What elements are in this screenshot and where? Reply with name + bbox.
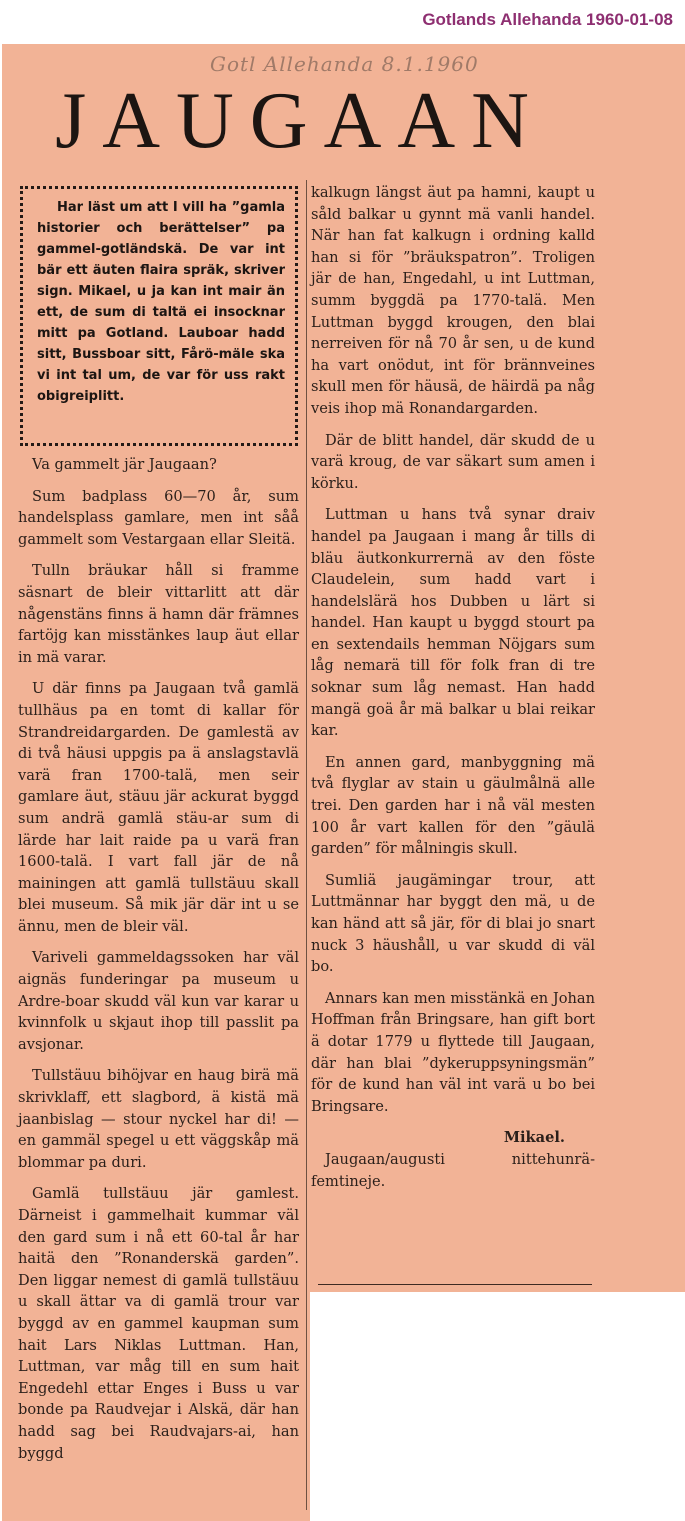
paragraph: Variveli gammeldagssoken har väl aignäs funderingar pa museum u Ardre-boar skudd väl kun var karar u kvinnfolk u skjaut ihop till passlit pa avsjonar. xyxy=(18,949,299,1053)
intro-text: Har läst um att I vill ha ”gamla historier och berättelser” pa gammel-gotländskä. De var int bär ett äuten flaira spräk, skriver sign. Mikael, u ja kan int mair än ett, de sum di taltä ei insocknar mitt pa Gotland. Lauboar hadd sitt, Bussboar sitt, Fårö-mäle ska vi int tal um, de var för uss rakt obigreiplitt. xyxy=(37,200,285,404)
end-rule xyxy=(318,1284,592,1285)
source-label: Gotlands Allehanda 1960-01-08 xyxy=(422,10,673,29)
column-divider xyxy=(306,180,307,1510)
paragraph: kalkugn längst äut pa hamni, kaupt u såld balkar u gynnt mä vanli handel. När han fat kalkugn i ordning kalld han si för ”bräukspatron”. Troligen jär de han, Engedahl, u int Luttman, summ byggdä pa 1770-talä. Men Luttman byggd krougen, den blai nerreiven för nå 70 år sen, u de kund ha vart onödut, int för brännveines skull men för häusä, de häirdä pa någ veis ihop mä Ronandargarden. xyxy=(311,184,595,417)
intro-box xyxy=(20,186,298,446)
paragraph: Tullstäuu bihöjvar en haug birä mä skrivklaff, ett slagbord, ä kistä mä jaanbislag — stour nyckel har di! — en gammäl spegel u ett väggskåp mä blommar pa duri. xyxy=(18,1067,299,1171)
paragraph: Gamlä tullstäuu jär gamlest. Därneist i gammelhait kummar väl den gard sum i nå ett 60-tal år har haitä den ”Ronanderskä garden”. Den liggar nemest di gamlä tullstäuu u skall ättar va di gamlä trour var byggd av en gammel kaupman sum hait Lars Niklas Luttman. Han, Luttman, var måg till en sum hait Engedehl ettar Enges i Buss u var bonde pa Raudvejar i Alskä, där han hadd sag bei Raudvajars-ai, han byggd xyxy=(18,1185,299,1462)
handwritten-note: Gotl Allehanda 8.1.1960 xyxy=(210,52,479,76)
paragraph: Annars kan men misstänkä en Johan Hoffman från Bringsare, han gift bort ä dotar 1779 u flyttede till Jaugaan, där han blai ”dykeruppsyningsmän” för de kund han väl int varä u bo bei Bringsare. xyxy=(311,989,595,1115)
paragraph: U där finns pa Jaugaan två gamlä tullhäus pa en tomt di kallar för Strandreidargarden. De gamlestä av di två häusi uppgis pa ä anslagstavlä varä fran 1700-talä, men seir gamlare äut, stäuu jär ackurat byggd sum andrä gamlä stäu-ar sum di lärde har lait raide pa u varä fran 1600-talä. I vart fall jär de nå mainingen att gamlä tullstäuu skall blei museum. Så mik jär där int u se ännu, men de bleir väl. xyxy=(18,680,299,935)
paragraph: Luttman u hans två synar draiv handel pa Jaugaan i mang år tills di bläu äutkonkurrernä av den föste Claudelein, sum hadd vart i handelslärä hos Dubben u lärt si handel. Han kaupt u byggd stourt pa en sextendails hemman Nöjgars sum låg nemarä till för folk fran di tre soknar sum låg nemast. Han hadd mangä goä år mä balkar u blai reikar kar. xyxy=(311,506,595,740)
paragraph: Sum badplass 60—70 år, sum handelsplass gamlare, men int såå gammelt som Vestargaan ellar Sleitä. xyxy=(18,487,299,548)
signature: Mikael. xyxy=(503,1129,565,1147)
article-headline: JAUGAAN xyxy=(55,77,545,165)
paragraph: En annen gard, manbyggning mä två flyglar av stain u gäulmålnä alle trei. Den garden har i nå väl mesten 100 år vart kallen för den ”gäulä garden” för målningis skull. xyxy=(311,753,595,858)
right-column xyxy=(311,182,595,1202)
left-column xyxy=(18,454,299,1474)
paragraph: Va gammelt jär Jaugaan? xyxy=(32,456,217,473)
paragraph: Där de blitt handel, där skudd de u varä kroug, de var säkart sum amen i körku. xyxy=(311,431,595,492)
paragraph: Sumliä jaugämingar trour, att Luttmännar har byggt den mä, u de kan händ att så jär, för di blai jo snart nuck 3 häushåll, u var skudd di väl bo. xyxy=(311,871,595,976)
paragraph: Tulln bräukar håll si framme säsnart de bleir vittarlitt att där någenstäns finns ä hamn där främnes fartöjg kan misstänkes laup äut ellar in mä varar. xyxy=(18,562,299,666)
dateline: Jaugaan/augusti nittehunrä-femtineje. xyxy=(311,1150,595,1190)
